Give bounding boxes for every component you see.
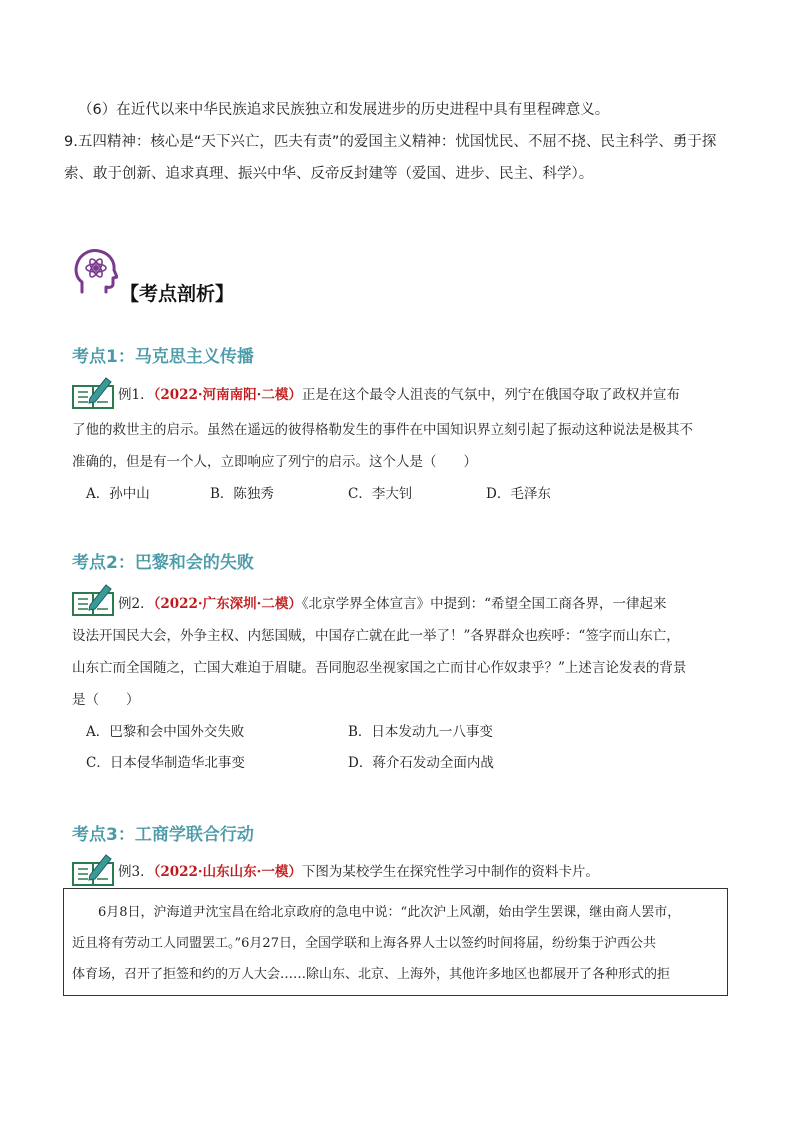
example-text: 下图为某校学生在探究性学习中制作的资料卡片。 <box>301 864 599 880</box>
example-label: 例2． <box>118 596 154 612</box>
example-source: （2022·河南南阳·二模） <box>153 387 302 403</box>
card-line-2: 近且将有劳动工人同盟罢工。”6月27日，全国学联和上海各界人士以签约时间将届，纷纷集于沪西公共 <box>72 936 656 951</box>
option-b[interactable]: B．陈独秀 <box>210 486 274 502</box>
book-pencil-icon <box>72 853 114 887</box>
material-card <box>63 888 728 996</box>
brain-head-icon <box>72 246 118 296</box>
example-1-line-1 <box>118 385 680 405</box>
intro-line-1: （6）在近代以来中华民族追求民族独立和发展进步的历史进程中具有里程碑意义。 <box>78 102 610 118</box>
intro-line-2: 9.五四精神：核心是“天下兴亡，匹夫有责”的爱国主义精神：忧国忧民、不屈不挠、民主科学、勇于探 <box>64 134 717 150</box>
example-2-line-2: 设法开国民大会，外争主权、内惩国贼，中国存亡就在此一举了！”各界群众也疾呼：“签字而山东亡， <box>72 628 680 644</box>
example-text: 《北京学界全体宣言》中提到：“希望全国工商各界，一律起来 <box>301 596 667 612</box>
book-pencil-icon <box>72 583 114 617</box>
book-pencil-icon <box>72 376 114 410</box>
example-text: 正是在这个最令人沮丧的气氛中，列宁在俄国夺取了政权并宣布 <box>301 387 680 403</box>
card-line-1: 6月8日，沪海道尹沈宝昌在给北京政府的急电中说：“此次沪上风潮，始由学生罢课，继由商人罢市， <box>98 905 681 920</box>
example-2-line-3: 山东亡而全国随之，亡国大难迫于眉睫。吾同胞忍坐视家国之亡而甘心作奴隶乎？”上述言论发表的背景 <box>72 660 687 676</box>
example-label: 例3． <box>118 864 154 880</box>
option-c[interactable]: C．日本侵华制造华北事变 <box>86 755 245 771</box>
example-source: （2022·广东深圳·二模） <box>153 596 302 612</box>
example-1-line-3: 准确的，但是有一个人，立即响应了列宁的启示。这个人是（ ） <box>72 454 477 470</box>
option-c[interactable]: C．李大钊 <box>348 486 413 502</box>
example-1-line-2: 了他的救世主的启示。虽然在遥远的彼得格勒发生的事件在中国知识界立刻引起了振动这种说法是极其不 <box>72 422 693 438</box>
card-line-3: 体育场，召开了拒签和约的万人大会……除山东、北京、上海外，其他许多地区也都展开了各种形式的拒 <box>72 967 671 982</box>
example-source: （2022·山东山东·一模） <box>153 864 302 880</box>
example-2-line-1 <box>118 594 666 614</box>
section-title: 【考点剖析】 <box>120 283 235 305</box>
topic-1-title: 考点1：马克思主义传播 <box>72 347 254 367</box>
example-label: 例1． <box>118 387 154 403</box>
topic-3-title: 考点3：工商学联合行动 <box>72 825 254 845</box>
option-a[interactable]: A．巴黎和会中国外交失败 <box>86 724 245 740</box>
option-a[interactable]: A．孙中山 <box>86 486 150 502</box>
option-d[interactable]: D．毛泽东 <box>486 486 551 502</box>
example-3-line-1 <box>118 862 599 882</box>
topic-2-title: 考点2：巴黎和会的失败 <box>72 553 254 573</box>
example-2-line-4: 是（ ） <box>72 692 140 708</box>
option-b[interactable]: B．日本发动九一八事变 <box>348 724 493 740</box>
intro-line-3: 索、敢于创新、追求真理、振兴中华、反帝反封建等（爱国、进步、民主、科学）。 <box>64 166 594 182</box>
option-d[interactable]: D．蒋介石发动全面内战 <box>348 755 494 771</box>
